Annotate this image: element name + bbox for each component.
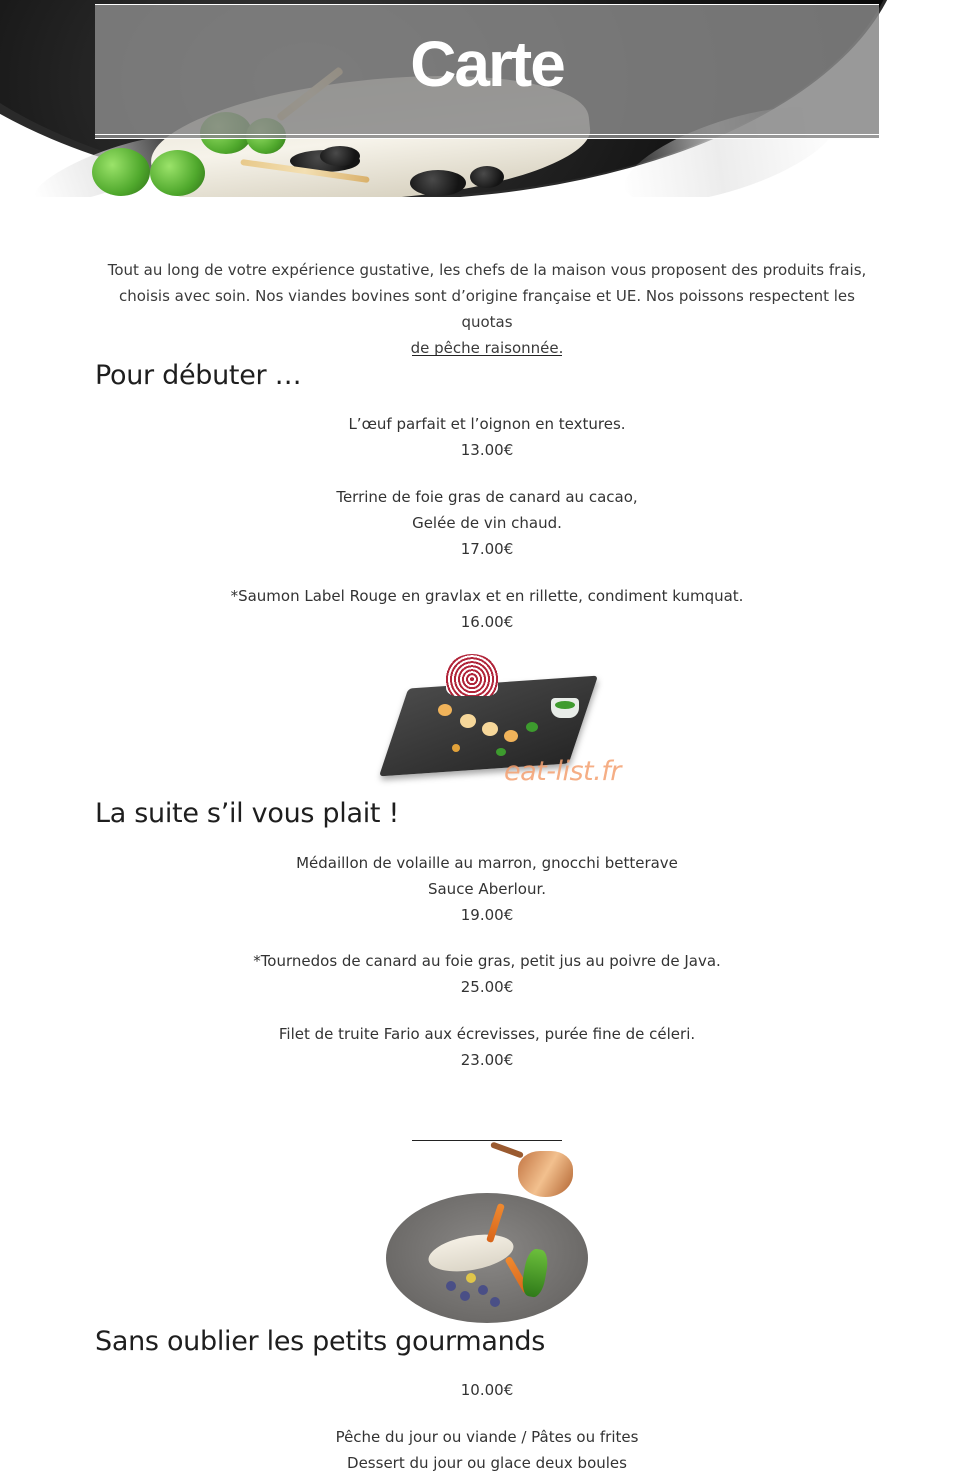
hero-title-box (95, 4, 879, 139)
hero-pea (92, 148, 150, 196)
dish-description: Gelée de vin chaud. (412, 514, 562, 532)
kids-menu (95, 1424, 879, 1474)
garnish (478, 1285, 488, 1295)
dish-item (95, 484, 879, 562)
intro-line: choisis avec soin. Nos viandes bovines sont d’origine française et UE. Nos poissons respectent les quotas (119, 287, 855, 331)
garnish (504, 730, 518, 742)
watermark: eat-list.fr (504, 756, 621, 787)
kids-menu-price: 10.00€ (460, 1381, 514, 1399)
dish-name: *Tournedos de canard au foie gras, petit jus au poivre de Java. (253, 952, 721, 970)
garnish (466, 1273, 476, 1283)
dish-item (95, 1021, 879, 1073)
dish-name: Médaillon de volaille au marron, gnocchi betterave (296, 854, 678, 872)
intro-text (95, 257, 879, 361)
garnish (526, 722, 538, 732)
dish-name: Terrine de foie gras de canard au cacao, (336, 488, 638, 506)
dish-item (95, 583, 879, 635)
garnish (438, 704, 452, 716)
kids-menu-line: Dessert du jour ou glace deux boules (347, 1454, 627, 1472)
copper-pan (518, 1151, 573, 1197)
page-title: Carte (410, 28, 564, 100)
beet-tuile (446, 654, 498, 696)
garnish (446, 1281, 456, 1291)
intro-line: de pêche raisonnée. (410, 339, 564, 357)
hero-banner (0, 0, 956, 197)
dish-name: L’œuf parfait et l’oignon en textures. (348, 415, 626, 433)
dish-item (95, 411, 879, 463)
copper-pan-handle (490, 1141, 524, 1158)
dish-price: 19.00€ (460, 906, 514, 924)
garnish (460, 1291, 470, 1301)
dish-price: 17.00€ (460, 540, 514, 558)
dish-price: 25.00€ (460, 978, 514, 996)
garnish (496, 748, 506, 756)
dish-item (95, 948, 879, 1000)
section-title-starters: Pour débuter … (95, 360, 302, 391)
sauce-cup (551, 698, 579, 718)
dish-name: Filet de truite Fario aux écrevisses, purée fine de céleri. (278, 1025, 696, 1043)
dish-price: 16.00€ (460, 613, 514, 631)
garnish (452, 744, 460, 752)
kids-menu-line: Pêche du jour ou viande / Pâtes ou frites (335, 1428, 639, 1446)
dish-price: 13.00€ (460, 441, 514, 459)
hero-pea (150, 150, 205, 196)
dish-name: *Saumon Label Rouge en gravlax et en rillette, condiment kumquat. (230, 587, 744, 605)
hero-olive (470, 166, 504, 188)
dish-price: 23.00€ (460, 1051, 514, 1069)
garnish (460, 714, 476, 728)
hero-olive (320, 146, 360, 166)
intro-line: Tout au long de votre expérience gustative, les chefs de la maison vous proposent des produits frais, (107, 261, 867, 279)
hero-olive (410, 170, 466, 196)
divider (412, 355, 562, 356)
section-title-mains: La suite s’il vous plait ! (95, 798, 400, 829)
section-title-kids: Sans oublier les petits gourmands (95, 1326, 546, 1357)
garnish (482, 722, 498, 736)
dish-item (95, 850, 879, 928)
dish-description: Sauce Aberlour. (427, 880, 547, 898)
dish-photo-plate (386, 1141, 590, 1326)
garnish (490, 1297, 500, 1307)
